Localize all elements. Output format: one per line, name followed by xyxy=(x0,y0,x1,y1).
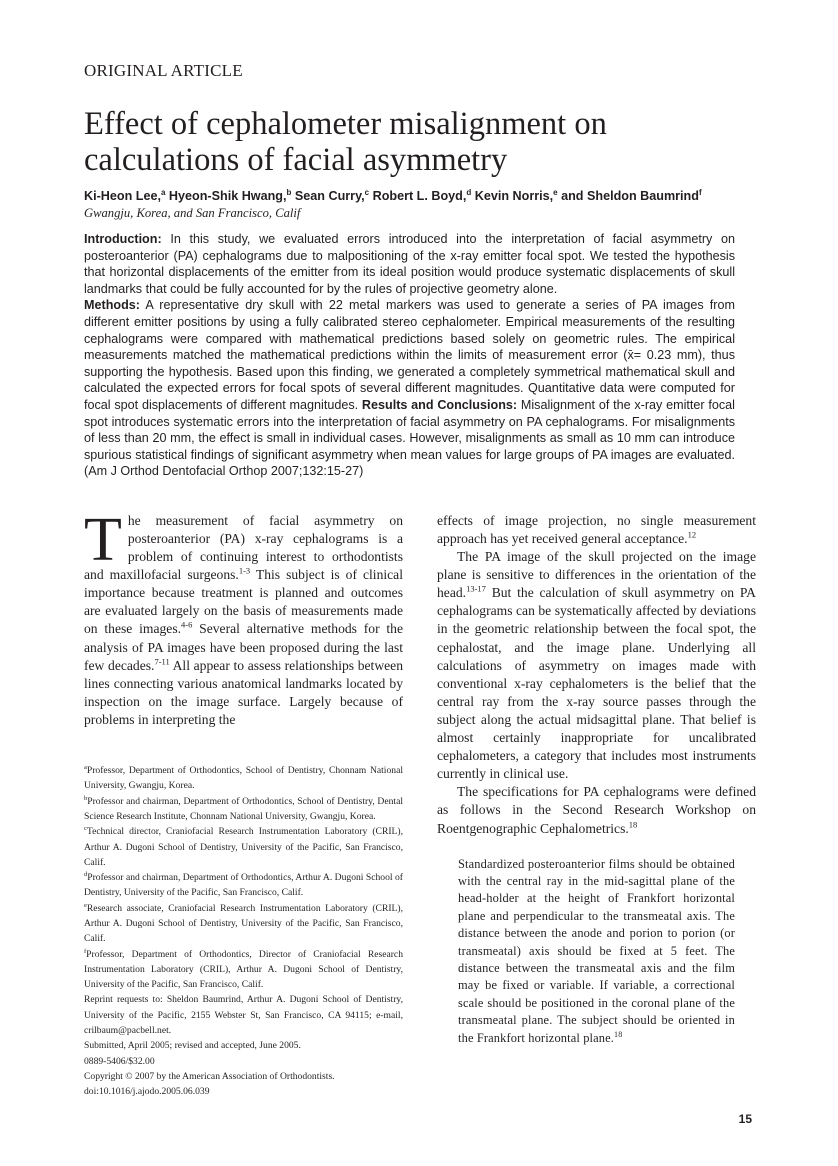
superscript: f xyxy=(84,947,87,955)
superscript: b xyxy=(286,187,292,197)
superscript: b xyxy=(84,794,88,802)
superscript: 12 xyxy=(687,529,697,540)
footnote xyxy=(84,794,403,825)
text-run: Hyeon-Shik Hwang, xyxy=(165,189,287,203)
footnote xyxy=(84,992,403,1038)
author-list xyxy=(84,188,756,205)
body-columns xyxy=(84,505,756,1100)
abstract-text: A representative dry skull with 22 metal markers was used to generate a series of PA images from different emitter positions by using a fully calibrated stereo cephalometer. Empirical measurements of the resulting cephalograms were compared with mathematical predictions based solely on geometric rules. The empirical measurements matched the mathematical predictions within the limits of measurement error (x̄= 0.23 mm), thus supporting the hypothesis. Based upon this finding, we generated a completely symmetrical mathematical skull and calculated the expected errors for focal spots of several different magnitudes. Quantitative data were computed for focal spot displacements of different magnitudes. xyxy=(84,298,735,412)
abstract-text: In this study, we evaluated errors introduced into the interpretation of facial asymmetry on posteroanterior (PA) cephalograms due to malpositioning of the x-ray emitter focal spot. We tested the hypothesis that horizontal displacements of the emitter from its ideal position would produce systematic displacements of skull landmarks that could be fully accounted for by the rules of projective geometry alone. xyxy=(84,232,735,296)
superscript: d xyxy=(466,187,472,197)
text-run: 0889-5406/$32.00 xyxy=(84,1055,155,1067)
abstract-heading: Results and Conclusions: xyxy=(361,397,518,412)
author-affiliation: Gwangju, Korea, and San Francisco, Calif xyxy=(84,206,301,220)
block-quote xyxy=(458,856,735,1047)
text-run: Technical director, Craniofacial Research Instrumentation Laboratory (CRIL), Arthur A. Dugoni School of Dentistry, University of the Pacific, San Francisco, Calif. xyxy=(84,826,403,868)
text-run: Professor and chairman, Department of Orthodontics, School of Dentistry, Dental Science Research Institute, Chonnam National University, Gwangju, Korea. xyxy=(84,795,403,822)
footnote xyxy=(84,1038,403,1053)
text-run: doi:10.1016/j.ajodo.2005.06.039 xyxy=(84,1086,210,1098)
text-run: Research associate, Craniofacial Research Instrumentation Laboratory (CRIL), Arthur A. Dugoni School of Dentistry, University of the Pacific, San Francisco, Calif. xyxy=(84,902,403,945)
text-run: effects of image projection, no single measurement approach has yet received general acceptance. xyxy=(437,512,756,546)
footnote xyxy=(84,824,403,870)
footnote xyxy=(84,1054,403,1069)
article-title: Effect of cephalometer misalignment on calculations of facial asymmetry xyxy=(84,106,607,178)
footnote xyxy=(84,947,403,993)
superscript: e xyxy=(84,901,87,909)
abstract-heading: Introduction: xyxy=(84,232,162,246)
body-column-right xyxy=(437,512,756,1100)
text-run: The PA image of the skull projected on the image plane is sensitive to differences in the orientation of the head. xyxy=(437,549,756,601)
text-run: he measurement of facial asymmetry on posteroanterior (PA) x-ray cephalograms is a problem of continuing interest to orthodontists and maxillofacial surgeons. xyxy=(84,512,403,583)
text-run: All appear to assess relationships between lines connecting various anatomical landmarks located by inspection on the image surface. Largely because of problems in interpreting the xyxy=(84,657,403,727)
drop-cap: T xyxy=(84,505,122,574)
text-run: Sean Curry, xyxy=(291,189,365,203)
superscript: f xyxy=(698,187,702,197)
body-column-left xyxy=(84,505,403,1100)
text-run: Submitted, April 2005; revised and accepted, June 2005. xyxy=(84,1040,301,1052)
superscript: d xyxy=(84,870,88,878)
text-run: Professor, Department of Orthodontics, School of Dentistry, Chonnam National University, Gwangju, Korea. xyxy=(84,765,403,792)
text-run: Ki-Heon Lee, xyxy=(84,189,161,203)
superscript: c xyxy=(84,825,87,833)
body-paragraph xyxy=(84,505,403,727)
abstract-text: Misalignment of the x-ray emitter focal spot introduces systematic errors into the interpretation of facial asymmetry on PA cephalograms. For misalignments of less than 20 mm, the effect is small in individual cases. However, misalignments as small as 10 mm can introduce spurious statistical findings of significant asymmetry when mean values for large groups of PA images are evaluated. (Am J Orthod Dentofacial Orthop 2007;132:15-27) xyxy=(84,397,735,479)
body-paragraphs xyxy=(437,512,756,838)
body-paragraph xyxy=(437,783,756,837)
citation-superscript: 1-3 xyxy=(238,565,251,576)
body-paragraph xyxy=(437,548,756,783)
footnote xyxy=(84,901,403,947)
superscript: 13-17 xyxy=(466,583,486,594)
citation-superscript: 7-11 xyxy=(154,656,170,667)
superscript: e xyxy=(553,187,558,197)
abstract-heading: Methods: xyxy=(84,298,140,313)
footnote xyxy=(84,1084,403,1099)
text-run: This subject is of clinical importance because treatment is planned and outcomes are evaluated largely on the basis of measurements made on these images. xyxy=(84,567,403,637)
text-run: Kevin Norris, xyxy=(471,189,554,203)
section-label: ORIGINAL ARTICLE xyxy=(84,61,243,80)
footnote xyxy=(84,763,403,794)
citation-superscript: 4-6 xyxy=(181,619,193,630)
abstract-paragraph xyxy=(84,231,735,480)
footnote xyxy=(84,1069,403,1084)
text-run: Professor, Department of Orthodontics, Director of Craniofacial Research Instrumentation Laboratory (CRIL), Arthur A. Dugoni School of Dentistry, University of the Pacific, San Francisco, Calif. xyxy=(84,948,403,991)
abstract xyxy=(84,231,735,480)
text-run: Standardized posteroanterior films should be obtained with the central ray in the mid-sagittal plane of the head-holder at the height of Frankfort horizontal plane and perpendicular to the transmeatal axis. The distance between the anode and porion to porion (or transmeatal) axis should be fixed at 5 feet. The distance between the transmeatal axis and the film may be fixed or variable. If variable, a correctional scale should be positioned in the coronal plane of the transmeatal plane. The subject should be oriented in the Frankfort horizontal plane. xyxy=(458,856,735,1045)
superscript: a xyxy=(84,763,87,771)
text-run: The specifications for PA cephalograms were defined as follows in the Second Research Workshop on Roentgenographic Cephalometrics. xyxy=(437,784,756,836)
text-run: Reprint requests to: Sheldon Baumrind, Arthur A. Dugoni School of Dentistry, University of the Pacific, 2155 Webster St, San Francisco, CA 94115; e-mail, crilbaum@pacbell.net. xyxy=(84,994,403,1037)
text-run: Professor and chairman, Department of Orthodontics, Arthur A. Dugoni School of Dentistry, University of the Pacific, San Francisco, Calif. xyxy=(84,872,403,899)
text-run: But the calculation of skull asymmetry on PA cephalograms can be systematically affected by deviations in the geometric relationship between the focal spot, the cephalostat, and the image plane. Underlying all calculations of asymmetry on images made with conventional x-ray cephalometers is the belief that the central ray from the x-ray source passes through the subject along the actual midsagittal plane. That belief is almost certainly inappropriate for uncalibrated cephalometers, a category that includes most instruments currently in clinical use. xyxy=(437,585,756,782)
text-run: Several alternative methods for the analysis of PA images have been proposed during the last few decades. xyxy=(84,621,403,673)
text-run: Robert L. Boyd, xyxy=(369,189,467,203)
text-run: Copyright © 2007 by the American Association of Orthodontists. xyxy=(84,1070,335,1082)
page-number: 15 xyxy=(738,1111,752,1126)
footnotes xyxy=(84,763,403,1100)
superscript: a xyxy=(160,187,166,197)
superscript: c xyxy=(364,187,370,197)
body-paragraph xyxy=(437,512,756,548)
superscript: 18 xyxy=(628,818,638,829)
text-run: and Sheldon Baumrind xyxy=(557,189,699,203)
footnote xyxy=(84,870,403,901)
superscript: 18 xyxy=(614,1029,623,1039)
